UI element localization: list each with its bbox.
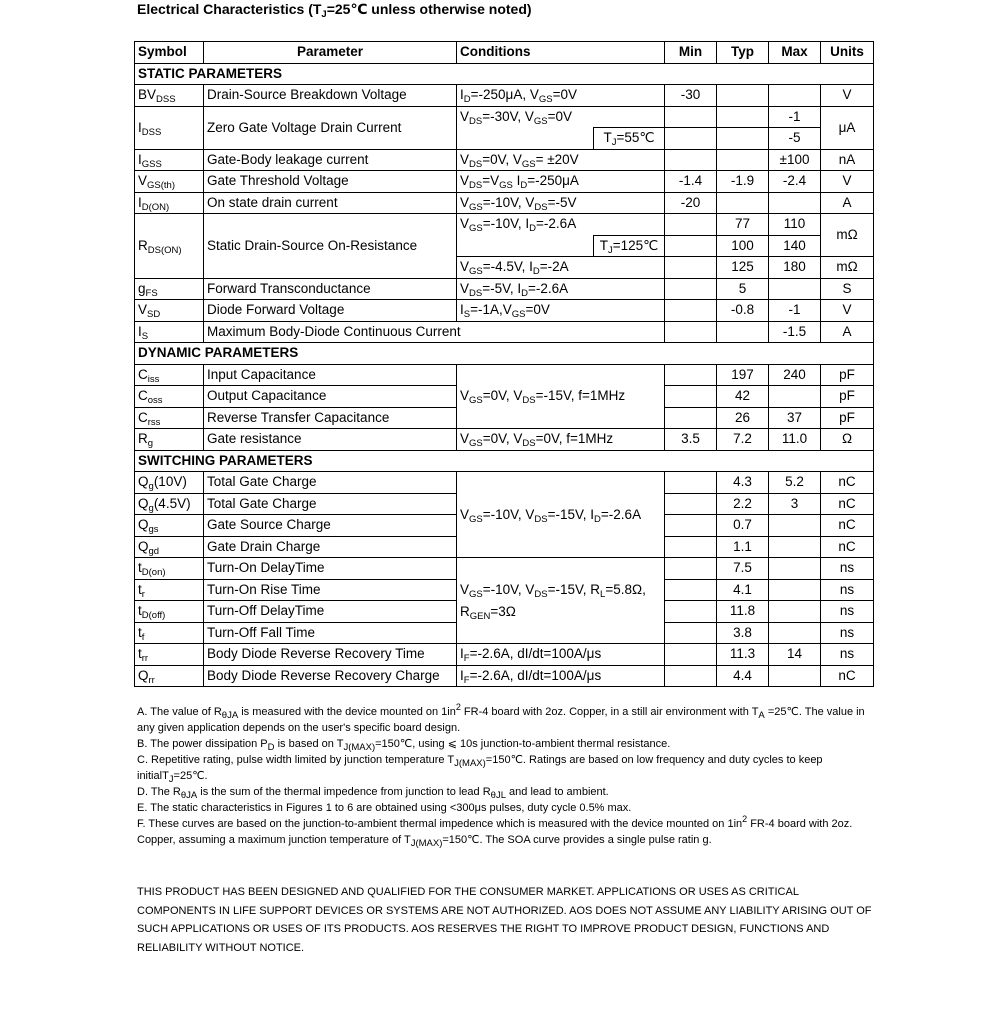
table-row [135,364,874,386]
note-a: A. The value of $R_{\theta JA}$ is measured with the device mounted on $1in^2$ FR-4 board with 2oz. Copper, in a still air environment with $T_A$ =25℃. The value in any given application depends on the user's specific board design. [137,702,865,734]
unit-cell: nC [821,515,874,537]
min-cell [665,407,717,429]
unit-cell: A [821,192,874,214]
max-cell: 11.0 [769,429,821,451]
max-cell: 14 [769,644,821,666]
typ-cell [717,149,769,171]
section-dynamic: DYNAMIC PARAMETERS [135,343,874,365]
symbol-cell: $Q_{gs}$ [135,515,204,537]
max-cell [769,622,821,644]
typ-cell: 77 [717,214,769,236]
tj-cell: $T_J=55℃$ [594,128,665,150]
page-title: Electrical Characteristics ($T_J=25℃$ unless otherwise noted) [137,1,532,20]
typ-cell: 26 [717,407,769,429]
parameter-cell: Diode Forward Voltage [204,300,457,322]
typ-cell [717,85,769,107]
max-cell: 37 [769,407,821,429]
max-cell: 240 [769,364,821,386]
header-parameter: Parameter [204,42,457,64]
conditions-cell: $V_{GS}=0V$, $V_{DS}=0V$, f=1MHz [457,429,665,451]
symbol-cell: $g_{FS}$ [135,278,204,300]
note-b: B. The power dissipation $P_D$ is based on $T_{J(MAX)}=150℃$, using ⩽ 10s junction-to-ambient thermal resistance. [137,738,671,753]
parameter-cell: Gate Source Charge [204,515,457,537]
table-row [135,278,874,300]
min-cell [665,386,717,408]
typ-cell [717,192,769,214]
typ-cell: 5 [717,278,769,300]
max-cell: -1 [769,300,821,322]
min-cell [665,235,717,257]
min-cell [665,300,717,322]
max-cell: 140 [769,235,821,257]
unit-cell: nA [821,149,874,171]
unit-cell: nC [821,536,874,558]
section-switching: SWITCHING PARAMETERS [135,450,874,472]
unit-cell: V [821,171,874,193]
typ-cell: 11.3 [717,644,769,666]
conditions-cell [457,235,594,257]
max-cell [769,85,821,107]
conditions-cell: $I_F=-2.6A$, dI/dt=100A/μs [457,665,665,687]
header-typ: Typ [717,42,769,64]
conditions-cell: $V_{GS}=-4.5V$, $I_D=-2A$ [457,257,665,279]
parameter-cell: Gate Threshold Voltage [204,171,457,193]
table-row [135,558,874,580]
symbol-cell: $C_{iss}$ [135,364,204,386]
max-cell: 180 [769,257,821,279]
unit-cell: pF [821,364,874,386]
min-cell [665,601,717,623]
min-cell: 3.5 [665,429,717,451]
max-cell [769,665,821,687]
parameter-cell: Maximum Body-Diode Continuous Current [204,321,665,343]
table-row [135,171,874,193]
table-row [135,665,874,687]
min-cell [665,214,717,236]
symbol-cell: $BV_{DSS}$ [135,85,204,107]
min-cell [665,622,717,644]
table-row [135,106,874,128]
unit-cell: V [821,300,874,322]
table-row [135,192,874,214]
typ-cell: 197 [717,364,769,386]
max-cell [769,515,821,537]
parameter-cell: Turn-Off Fall Time [204,622,457,644]
unit-cell: pF [821,407,874,429]
conditions-cell: $V_{GS}=0V$, $V_{DS}=-15V$, f=1MHz [457,364,665,429]
typ-cell: 4.1 [717,579,769,601]
max-cell [769,192,821,214]
max-cell [769,386,821,408]
conditions-cell: $V_{DS}=V_{GS}$ $I_D=-250\mu A$ [457,171,665,193]
table-row [135,644,874,666]
min-cell [665,579,717,601]
min-cell [665,364,717,386]
min-cell [665,665,717,687]
typ-cell: 1.1 [717,536,769,558]
parameter-cell: Gate Drain Charge [204,536,457,558]
parameter-cell: Body Diode Reverse Recovery Time [204,644,457,666]
max-cell [769,579,821,601]
symbol-cell: $Q_g(10V)$ [135,472,204,494]
typ-cell: 125 [717,257,769,279]
header-units: Units [821,42,874,64]
min-cell [665,257,717,279]
symbol-cell: $Q_{rr}$ [135,665,204,687]
typ-cell: 100 [717,235,769,257]
symbol-cell: $t_f$ [135,622,204,644]
unit-cell: mΩ [821,257,874,279]
conditions-cell: $V_{GS}=-10V$, $V_{DS}=-5V$ [457,192,665,214]
typ-cell: 2.2 [717,493,769,515]
symbol-cell: $V_{SD}$ [135,300,204,322]
conditions-cell: $V_{DS}=0V$, $V_{GS}= \pm 20V$ [457,149,665,171]
unit-cell: mΩ [821,214,874,257]
electrical-characteristics-table [134,41,874,687]
conditions-cell: $I_D=-250\mu A$, $V_{GS}=0V$ [457,85,665,107]
typ-cell [717,106,769,128]
unit-cell: ns [821,558,874,580]
unit-cell: pF [821,386,874,408]
unit-cell: nC [821,472,874,494]
symbol-cell: $t_{rr}$ [135,644,204,666]
min-cell [665,644,717,666]
parameter-cell: Static Drain-Source On-Resistance [204,214,457,279]
symbol-cell: $C_{rss}$ [135,407,204,429]
note-d: D. The $R_{\theta JA}$ is the sum of the thermal impedence from junction to lead $R_{\theta JL}$ and lead to ambient. [137,786,609,801]
symbol-cell: $R_{DS(ON)}$ [135,214,204,279]
max-cell: 3 [769,493,821,515]
max-cell: 5.2 [769,472,821,494]
parameter-cell: Reverse Transfer Capacitance [204,407,457,429]
min-cell [665,536,717,558]
max-cell: ±100 [769,149,821,171]
min-cell [665,515,717,537]
symbol-cell: $I_{GSS}$ [135,149,204,171]
symbol-cell: $C_{oss}$ [135,386,204,408]
min-cell [665,493,717,515]
unit-cell: ns [821,644,874,666]
typ-cell [717,128,769,150]
disclaimer: THIS PRODUCT HAS BEEN DESIGNED AND QUALIFIED FOR THE CONSUMER MARKET. APPLICATIONS OR USES AS CRITICAL COMPONENTS IN LIFE SUPPORT DEVICES OR SYSTEMS ARE NOT AUTHORIZED. AOS DOES NOT ASSUME ANY LIABILITY ARISING OUT OF SUCH APPLICATIONS OR USES OF ITS PRODUCTS. AOS RESERVES THE RIGHT TO IMPROVE PRODUCT DESIGN, FUNCTIONS AND RELIABILITY WITHOUT NOTICE. [137,886,872,954]
parameter-cell: Total Gate Charge [204,472,457,494]
unit-cell: S [821,278,874,300]
header-conditions: Conditions [457,42,665,64]
parameter-cell: Turn-Off DelayTime [204,601,457,623]
table-row [135,321,874,343]
unit-cell: A [821,321,874,343]
typ-cell: 42 [717,386,769,408]
typ-cell: 7.5 [717,558,769,580]
max-cell [769,558,821,580]
symbol-cell: $t_{D(on)}$ [135,558,204,580]
min-cell: -1.4 [665,171,717,193]
symbol-cell: $Q_g(4.5V)$ [135,493,204,515]
note-e: E. The static characteristics in Figures 1 to 6 are obtained using <300μs pulses, duty cycle 0.5% max. [137,802,632,814]
table-row [135,214,874,236]
header-min: Min [665,42,717,64]
parameter-cell: Turn-On DelayTime [204,558,457,580]
symbol-cell: $t_r$ [135,579,204,601]
header-max: Max [769,42,821,64]
unit-cell: Ω [821,429,874,451]
typ-cell [717,321,769,343]
min-cell [665,558,717,580]
typ-cell: 0.7 [717,515,769,537]
max-cell: 110 [769,214,821,236]
note-f: F. These curves are based on the junction-to-ambient thermal impedence which is measured with the device mounted on $1in^2$ FR-4 board with 2oz. Copper, assuming a maximum junction temperature of $T_{J(MAX)}=150℃$. The SOA curve provides a single pulse ratin g. [137,814,853,849]
unit-cell: ns [821,579,874,601]
conditions-cell: $V_{GS}=-10V$, $V_{DS}=-15V$, $I_D=-2.6A$ [457,472,665,558]
symbol-cell: $V_{GS(th)}$ [135,171,204,193]
typ-cell: 4.3 [717,472,769,494]
parameter-cell: Zero Gate Voltage Drain Current [204,106,457,149]
min-cell [665,128,717,150]
symbol-cell: $I_S$ [135,321,204,343]
table-row [135,429,874,451]
max-cell: -5 [769,128,821,150]
max-cell [769,601,821,623]
parameter-cell: Gate resistance [204,429,457,451]
section-static: STATIC PARAMETERS [135,63,874,85]
parameter-cell: Forward Transconductance [204,278,457,300]
parameter-cell: Gate-Body leakage current [204,149,457,171]
symbol-cell: $I_{D(ON)}$ [135,192,204,214]
parameter-cell: Body Diode Reverse Recovery Charge [204,665,457,687]
conditions-cell [457,128,594,150]
parameter-cell: Total Gate Charge [204,493,457,515]
parameter-cell: On state drain current [204,192,457,214]
note-c: C. Repetitive rating, pulse width limited by junction temperature $T_{J(MAX)}=150℃$. Ratings are based on low frequency and duty cycles to keep initialT$_J$=25℃. [137,754,823,785]
max-cell: -2.4 [769,171,821,193]
symbol-cell: $t_{D(off)}$ [135,601,204,623]
symbol-cell: $I_{DSS}$ [135,106,204,149]
header-row [135,42,874,64]
parameter-cell: Input Capacitance [204,364,457,386]
typ-cell: 7.2 [717,429,769,451]
conditions-cell: $V_{DS}=-5V$, $I_D=-2.6A$ [457,278,665,300]
unit-cell: nC [821,665,874,687]
max-cell [769,536,821,558]
typ-cell: 3.8 [717,622,769,644]
symbol-cell: $R_g$ [135,429,204,451]
parameter-cell: Output Capacitance [204,386,457,408]
typ-cell: 4.4 [717,665,769,687]
table-row [135,300,874,322]
conditions-cell: $I_F=-2.6A$, dI/dt=100A/μs [457,644,665,666]
footnotes [137,704,877,848]
min-cell: -30 [665,85,717,107]
min-cell: -20 [665,192,717,214]
unit-cell: V [821,85,874,107]
parameter-cell: Drain-Source Breakdown Voltage [204,85,457,107]
typ-cell: -0.8 [717,300,769,322]
max-cell: -1.5 [769,321,821,343]
table-row [135,85,874,107]
parameter-cell: Turn-On Rise Time [204,579,457,601]
unit-cell: ns [821,622,874,644]
min-cell [665,278,717,300]
max-cell: -1 [769,106,821,128]
conditions-cell: $V_{GS}=-10V$, $V_{DS}=-15V$, $R_L=5.8\Omega$, $R_{GEN}=3\Omega$ [457,558,665,644]
min-cell [665,149,717,171]
conditions-cell: $V_{GS}=-10V$, $I_D=-2.6A$ [457,214,665,236]
unit-cell: nC [821,493,874,515]
min-cell [665,106,717,128]
typ-cell: 11.8 [717,601,769,623]
header-symbol: Symbol [135,42,204,64]
min-cell [665,472,717,494]
min-cell [665,321,717,343]
table-row [135,149,874,171]
tj-cell: $T_J=125℃$ [594,235,665,257]
unit-cell: ns [821,601,874,623]
table-row [135,472,874,494]
conditions-cell: $I_S=-1A,V_{GS}=0V$ [457,300,665,322]
conditions-cell: $V_{DS}=-30V$, $V_{GS}=0V$ [457,106,665,128]
unit-cell: μA [821,106,874,149]
typ-cell: -1.9 [717,171,769,193]
symbol-cell: $Q_{gd}$ [135,536,204,558]
max-cell [769,278,821,300]
